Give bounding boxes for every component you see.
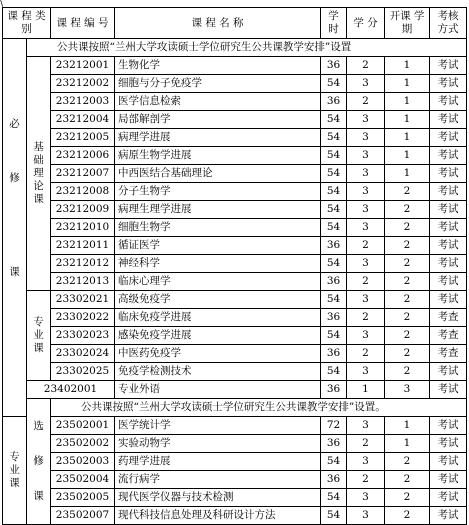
course-code: 23302025 <box>51 363 115 381</box>
course-code: 23212008 <box>51 183 115 201</box>
course-assessment: 考试 <box>430 57 467 75</box>
course-semester: 1 <box>385 111 430 129</box>
course-credits: 3 <box>347 417 385 435</box>
course-code: 23302023 <box>51 327 115 345</box>
course-hours: 54 <box>321 453 347 471</box>
course-row <box>3 291 467 309</box>
course-name: 临床免疫学进展 <box>115 309 321 327</box>
course-code: 23502007 <box>51 507 115 525</box>
course-hours: 36 <box>321 309 347 327</box>
elective-note-row <box>3 399 467 417</box>
header-assessment: 考核 方式 <box>430 8 467 39</box>
course-credits: 2 <box>347 273 385 291</box>
course-row <box>3 183 467 201</box>
course-row <box>3 489 467 507</box>
course-assessment: 考试 <box>430 111 467 129</box>
course-hours: 36 <box>321 273 347 291</box>
course-row <box>3 327 467 345</box>
course-code: 23502004 <box>51 471 115 489</box>
course-hours: 36 <box>321 93 347 111</box>
course-row <box>3 363 467 381</box>
course-row <box>3 147 467 165</box>
course-hours: 36 <box>321 345 347 363</box>
course-code: 23212010 <box>51 219 115 237</box>
course-row <box>3 255 467 273</box>
course-hours: 36 <box>321 471 347 489</box>
course-hours: 54 <box>321 111 347 129</box>
course-row <box>3 453 467 471</box>
course-name: 生物化学 <box>115 57 321 75</box>
course-assessment: 考试 <box>430 363 467 381</box>
course-assessment: 考试 <box>430 273 467 291</box>
course-name: 免疫学检测技术 <box>115 363 321 381</box>
course-credits: 2 <box>347 471 385 489</box>
course-hours: 54 <box>321 129 347 147</box>
course-code: 23212005 <box>51 129 115 147</box>
course-name: 细胞与分子免疫学 <box>115 75 321 93</box>
course-row <box>3 219 467 237</box>
course-name: 细胞生物学 <box>115 219 321 237</box>
course-hours: 54 <box>321 291 347 309</box>
course-code: 23212013 <box>51 273 115 291</box>
course-credits: 3 <box>347 165 385 183</box>
header-name: 课 程 名 称 <box>115 8 321 39</box>
header-code: 课 程 编 号 <box>51 8 115 39</box>
course-assessment: 考查 <box>430 327 467 345</box>
course-semester: 2 <box>385 237 430 255</box>
course-credits: 3 <box>347 327 385 345</box>
course-assessment: 考试 <box>430 471 467 489</box>
course-credits: 3 <box>347 453 385 471</box>
course-semester: 2 <box>385 255 430 273</box>
course-semester: 2 <box>385 201 430 219</box>
course-assessment: 考试 <box>430 165 467 183</box>
header-row <box>3 8 467 39</box>
course-code: 23212002 <box>51 75 115 93</box>
course-code: 23402001 <box>27 381 115 399</box>
course-credits: 3 <box>347 147 385 165</box>
course-assessment: 考试 <box>430 75 467 93</box>
course-semester: 2 <box>385 453 430 471</box>
header-semester: 开课 学期 <box>385 8 430 39</box>
header-category: 课 程 类 别 <box>3 8 51 39</box>
course-hours: 36 <box>321 435 347 453</box>
course-credits: 3 <box>347 111 385 129</box>
course-hours: 54 <box>321 489 347 507</box>
course-credits: 2 <box>347 435 385 453</box>
course-row <box>3 129 467 147</box>
course-assessment: 考试 <box>430 417 467 435</box>
course-row <box>3 435 467 453</box>
course-assessment: 考试 <box>430 453 467 471</box>
curriculum-table <box>2 7 467 525</box>
course-assessment: 考试 <box>430 381 467 399</box>
course-name: 实验动物学 <box>115 435 321 453</box>
required-category-label: 必 修 课 <box>3 39 27 417</box>
course-name: 循证医学 <box>115 237 321 255</box>
required-note: 公共课按照“兰州大学攻读硕士学位研究生公共课教学安排”设置 <box>27 39 467 57</box>
course-name: 流行病学 <box>115 471 321 489</box>
course-code: 23302024 <box>51 345 115 363</box>
course-code: 23302022 <box>51 309 115 327</box>
course-credits: 3 <box>347 363 385 381</box>
course-row <box>3 417 467 435</box>
course-semester: 2 <box>385 183 430 201</box>
course-semester: 1 <box>385 75 430 93</box>
course-name: 局部解剖学 <box>115 111 321 129</box>
course-row <box>3 93 467 111</box>
course-credits: 2 <box>347 309 385 327</box>
course-assessment: 考试 <box>430 435 467 453</box>
course-assessment: 考试 <box>430 291 467 309</box>
course-assessment: 考查 <box>430 309 467 327</box>
course-name: 医学统计学 <box>115 417 321 435</box>
course-name: 病原生物学进展 <box>115 147 321 165</box>
course-assessment: 考试 <box>430 489 467 507</box>
course-semester: 3 <box>385 381 430 399</box>
course-hours: 54 <box>321 363 347 381</box>
course-semester: 1 <box>385 435 430 453</box>
course-row <box>3 165 467 183</box>
course-credits: 2 <box>347 93 385 111</box>
course-assessment: 考查 <box>430 345 467 363</box>
course-semester: 1 <box>385 57 430 75</box>
course-name: 临床心理学 <box>115 273 321 291</box>
course-name: 神经科学 <box>115 255 321 273</box>
course-credits: 2 <box>347 345 385 363</box>
course-semester: 2 <box>385 219 430 237</box>
course-row <box>3 273 467 291</box>
course-code: 23302021 <box>51 291 115 309</box>
course-code: 23212004 <box>51 111 115 129</box>
course-credits: 1 <box>347 381 385 399</box>
course-name: 现代医学仪器与技术检测 <box>115 489 321 507</box>
course-name: 感染免疫学进展 <box>115 327 321 345</box>
course-semester: 1 <box>385 129 430 147</box>
course-semester: 1 <box>385 417 430 435</box>
course-credits: 2 <box>347 237 385 255</box>
course-credits: 3 <box>347 255 385 273</box>
course-assessment: 考试 <box>430 237 467 255</box>
course-row <box>3 345 467 363</box>
course-semester: 1 <box>385 147 430 165</box>
course-code: 23502005 <box>51 489 115 507</box>
course-row <box>3 201 467 219</box>
header-credits: 学 分 <box>347 8 385 39</box>
course-hours: 54 <box>321 201 347 219</box>
course-hours: 54 <box>321 165 347 183</box>
course-hours: 36 <box>321 57 347 75</box>
course-row-foreign-language <box>3 381 467 399</box>
course-semester: 2 <box>385 309 430 327</box>
header-hours: 学 时 <box>321 8 347 39</box>
course-code: 23212003 <box>51 93 115 111</box>
course-hours: 54 <box>321 147 347 165</box>
course-name: 病理生理学进展 <box>115 201 321 219</box>
course-name: 医学信息检索 <box>115 93 321 111</box>
basic-theory-label: 基 础 理 论 课 <box>27 57 51 291</box>
elective-specialty-label: 专 业 课 <box>3 417 27 525</box>
course-name: 专业外语 <box>115 381 321 399</box>
course-hours: 36 <box>321 381 347 399</box>
course-hours: 54 <box>321 327 347 345</box>
course-row <box>3 111 467 129</box>
course-assessment: 考试 <box>430 201 467 219</box>
course-name: 药理学进展 <box>115 453 321 471</box>
course-assessment: 考试 <box>430 93 467 111</box>
course-semester: 2 <box>385 363 430 381</box>
course-hours: 54 <box>321 507 347 525</box>
course-row <box>3 471 467 489</box>
course-name: 中西医结合基础理论 <box>115 165 321 183</box>
course-code: 23212001 <box>51 57 115 75</box>
specialty-label: 专 业 课 <box>27 291 51 381</box>
course-code: 23212009 <box>51 201 115 219</box>
course-hours: 54 <box>321 75 347 93</box>
course-semester: 2 <box>385 327 430 345</box>
elective-note: 公共课按照“兰州大学攻读硕士学位研究生公共课教学安排”设置。 <box>51 399 467 417</box>
course-assessment: 考试 <box>430 255 467 273</box>
course-row <box>3 507 467 525</box>
course-semester: 1 <box>385 165 430 183</box>
course-code: 23502002 <box>51 435 115 453</box>
course-semester: 2 <box>385 345 430 363</box>
course-semester: 2 <box>385 291 430 309</box>
course-semester: 2 <box>385 489 430 507</box>
course-credits: 3 <box>347 507 385 525</box>
course-code: 23212012 <box>51 255 115 273</box>
course-credits: 3 <box>347 291 385 309</box>
course-credits: 3 <box>347 201 385 219</box>
course-hours: 72 <box>321 417 347 435</box>
course-code: 23212011 <box>51 237 115 255</box>
required-note-row <box>3 39 467 57</box>
course-assessment: 考试 <box>430 129 467 147</box>
course-credits: 3 <box>347 129 385 147</box>
course-name: 高级免疫学 <box>115 291 321 309</box>
course-assessment: 考试 <box>430 183 467 201</box>
course-row <box>3 237 467 255</box>
course-assessment: 考试 <box>430 219 467 237</box>
course-name: 病理学进展 <box>115 129 321 147</box>
course-credits: 3 <box>347 75 385 93</box>
course-hours: 54 <box>321 183 347 201</box>
course-semester: 2 <box>385 273 430 291</box>
course-credits: 3 <box>347 489 385 507</box>
course-code: 23502001 <box>51 417 115 435</box>
course-hours: 54 <box>321 219 347 237</box>
course-name: 分子生物学 <box>115 183 321 201</box>
elective-category-label: 选 修 课 <box>27 399 51 525</box>
course-credits: 2 <box>347 57 385 75</box>
course-semester: 2 <box>385 471 430 489</box>
course-hours: 36 <box>321 237 347 255</box>
course-assessment: 考试 <box>430 507 467 525</box>
course-row <box>3 75 467 93</box>
course-row <box>3 309 467 327</box>
course-credits: 3 <box>347 219 385 237</box>
course-assessment: 考试 <box>430 147 467 165</box>
corner-mark: \ <box>0 0 4 9</box>
course-credits: 3 <box>347 183 385 201</box>
course-hours: 54 <box>321 255 347 273</box>
course-code: 23212006 <box>51 147 115 165</box>
course-name: 中医药免疫学 <box>115 345 321 363</box>
course-code: 23212007 <box>51 165 115 183</box>
course-semester: 2 <box>385 507 430 525</box>
course-code: 23502003 <box>51 453 115 471</box>
course-name: 现代科技信息处理及科研设计方法 <box>115 507 321 525</box>
course-row <box>3 57 467 75</box>
course-semester: 1 <box>385 93 430 111</box>
